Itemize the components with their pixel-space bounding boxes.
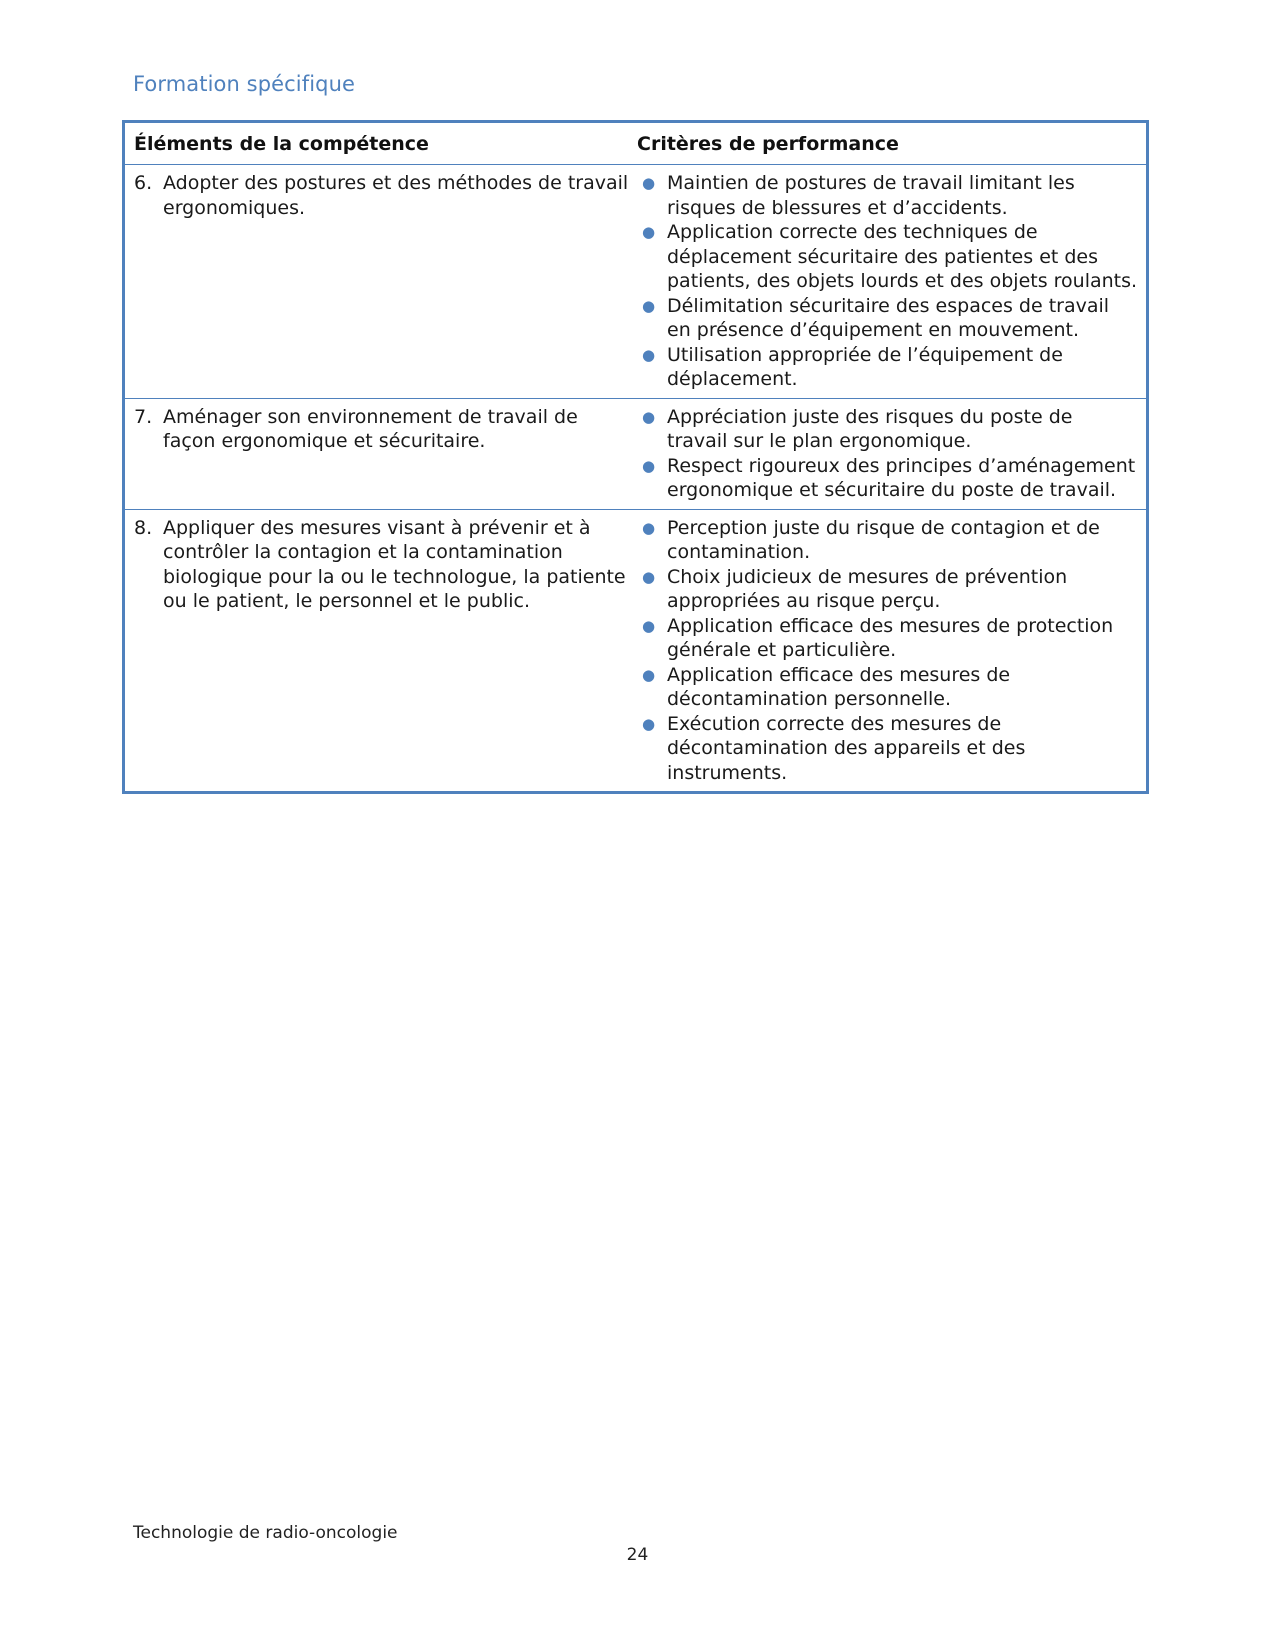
bullet-icon: ●	[642, 456, 656, 475]
element-cell	[125, 399, 637, 509]
criterion-item	[637, 405, 1138, 454]
section-title: Formation spécifique	[133, 72, 356, 96]
element-text: Appliquer des mesures visant à prévenir et à contrôler la contagion et la contamination biologique pour la ou le technologue, la patiente ou le patient, le personnel et le public.	[163, 516, 626, 612]
criterion-text: Application efficace des mesures de décontamination personnelle.	[667, 663, 1011, 710]
bullet-icon: ●	[642, 714, 656, 733]
criteria-list	[637, 171, 1138, 392]
criteria-list	[637, 405, 1138, 503]
criteria-cell	[637, 510, 1146, 792]
criterion-text: Exécution correcte des mesures de décontamination des appareils et des instruments.	[667, 712, 1026, 784]
criterion-text: Perception juste du risque de contagion et de contamination.	[667, 516, 1100, 563]
bullet-icon: ●	[642, 616, 656, 635]
element-text: Aménager son environnement de travail de façon ergonomique et sécuritaire.	[163, 405, 578, 452]
footer-program-title: Technologie de radio-oncologie	[133, 1523, 398, 1543]
table-row	[125, 165, 1146, 399]
criterion-text: Application correcte des techniques de déplacement sécuritaire des patientes et des patients, des objets lourds et des objets roulants.	[667, 221, 1138, 292]
criterion-text: Application efficace des mesures de protection générale et particulière.	[667, 614, 1114, 661]
criterion-text: Appréciation juste des risques du poste de travail sur le plan ergonomique.	[667, 405, 1073, 452]
table-row	[125, 510, 1146, 792]
bullet-icon: ●	[642, 567, 656, 586]
criterion-item	[637, 712, 1138, 786]
bullet-icon: ●	[642, 518, 656, 537]
element-number: 8.	[134, 516, 153, 539]
criterion-item	[637, 614, 1138, 663]
bullet-icon: ●	[642, 296, 656, 315]
criterion-text: Utilisation appropriée de l’équipement de déplacement.	[667, 343, 1063, 390]
table-body	[125, 165, 1146, 791]
competence-element	[134, 171, 629, 220]
criteria-cell	[637, 399, 1146, 509]
criterion-text: Maintien de postures de travail limitant les risques de blessures et d’accidents.	[667, 172, 1075, 219]
bullet-icon: ●	[642, 345, 656, 364]
bullet-icon: ●	[642, 223, 656, 241]
table-row	[125, 399, 1146, 510]
criterion-text: Respect rigoureux des principes d’aménagement ergonomique et sécuritaire du poste de travail.	[667, 454, 1136, 501]
criterion-item	[637, 565, 1138, 614]
criterion-item	[637, 171, 1138, 220]
bullet-icon: ●	[642, 665, 656, 684]
column-header-elements: Éléments de la compétence	[134, 133, 429, 155]
element-cell	[125, 510, 637, 792]
criterion-item	[637, 343, 1138, 392]
element-number: 7.	[134, 405, 153, 428]
criterion-item	[637, 220, 1138, 294]
page-number: 24	[626, 1545, 649, 1565]
criteria-list	[637, 516, 1138, 786]
criterion-text: Choix judicieux de mesures de prévention appropriées au risque perçu.	[667, 565, 1068, 612]
competence-element	[134, 516, 629, 614]
element-text: Adopter des postures et des méthodes de travail ergonomiques.	[163, 172, 629, 219]
criterion-item	[637, 516, 1138, 565]
table-header-row	[125, 123, 1146, 165]
element-number: 6.	[134, 172, 153, 194]
criterion-item	[637, 663, 1138, 712]
competence-table	[122, 120, 1149, 794]
bullet-icon: ●	[642, 407, 656, 426]
competence-element	[134, 405, 629, 454]
bullet-icon: ●	[642, 174, 656, 192]
column-header-criteria: Critères de performance	[637, 133, 899, 155]
element-cell	[125, 165, 637, 398]
criterion-text: Délimitation sécuritaire des espaces de travail en présence d’équipement en mouvement.	[667, 294, 1110, 341]
criterion-item	[637, 294, 1138, 343]
criterion-item	[637, 454, 1138, 503]
criteria-cell	[637, 165, 1146, 398]
